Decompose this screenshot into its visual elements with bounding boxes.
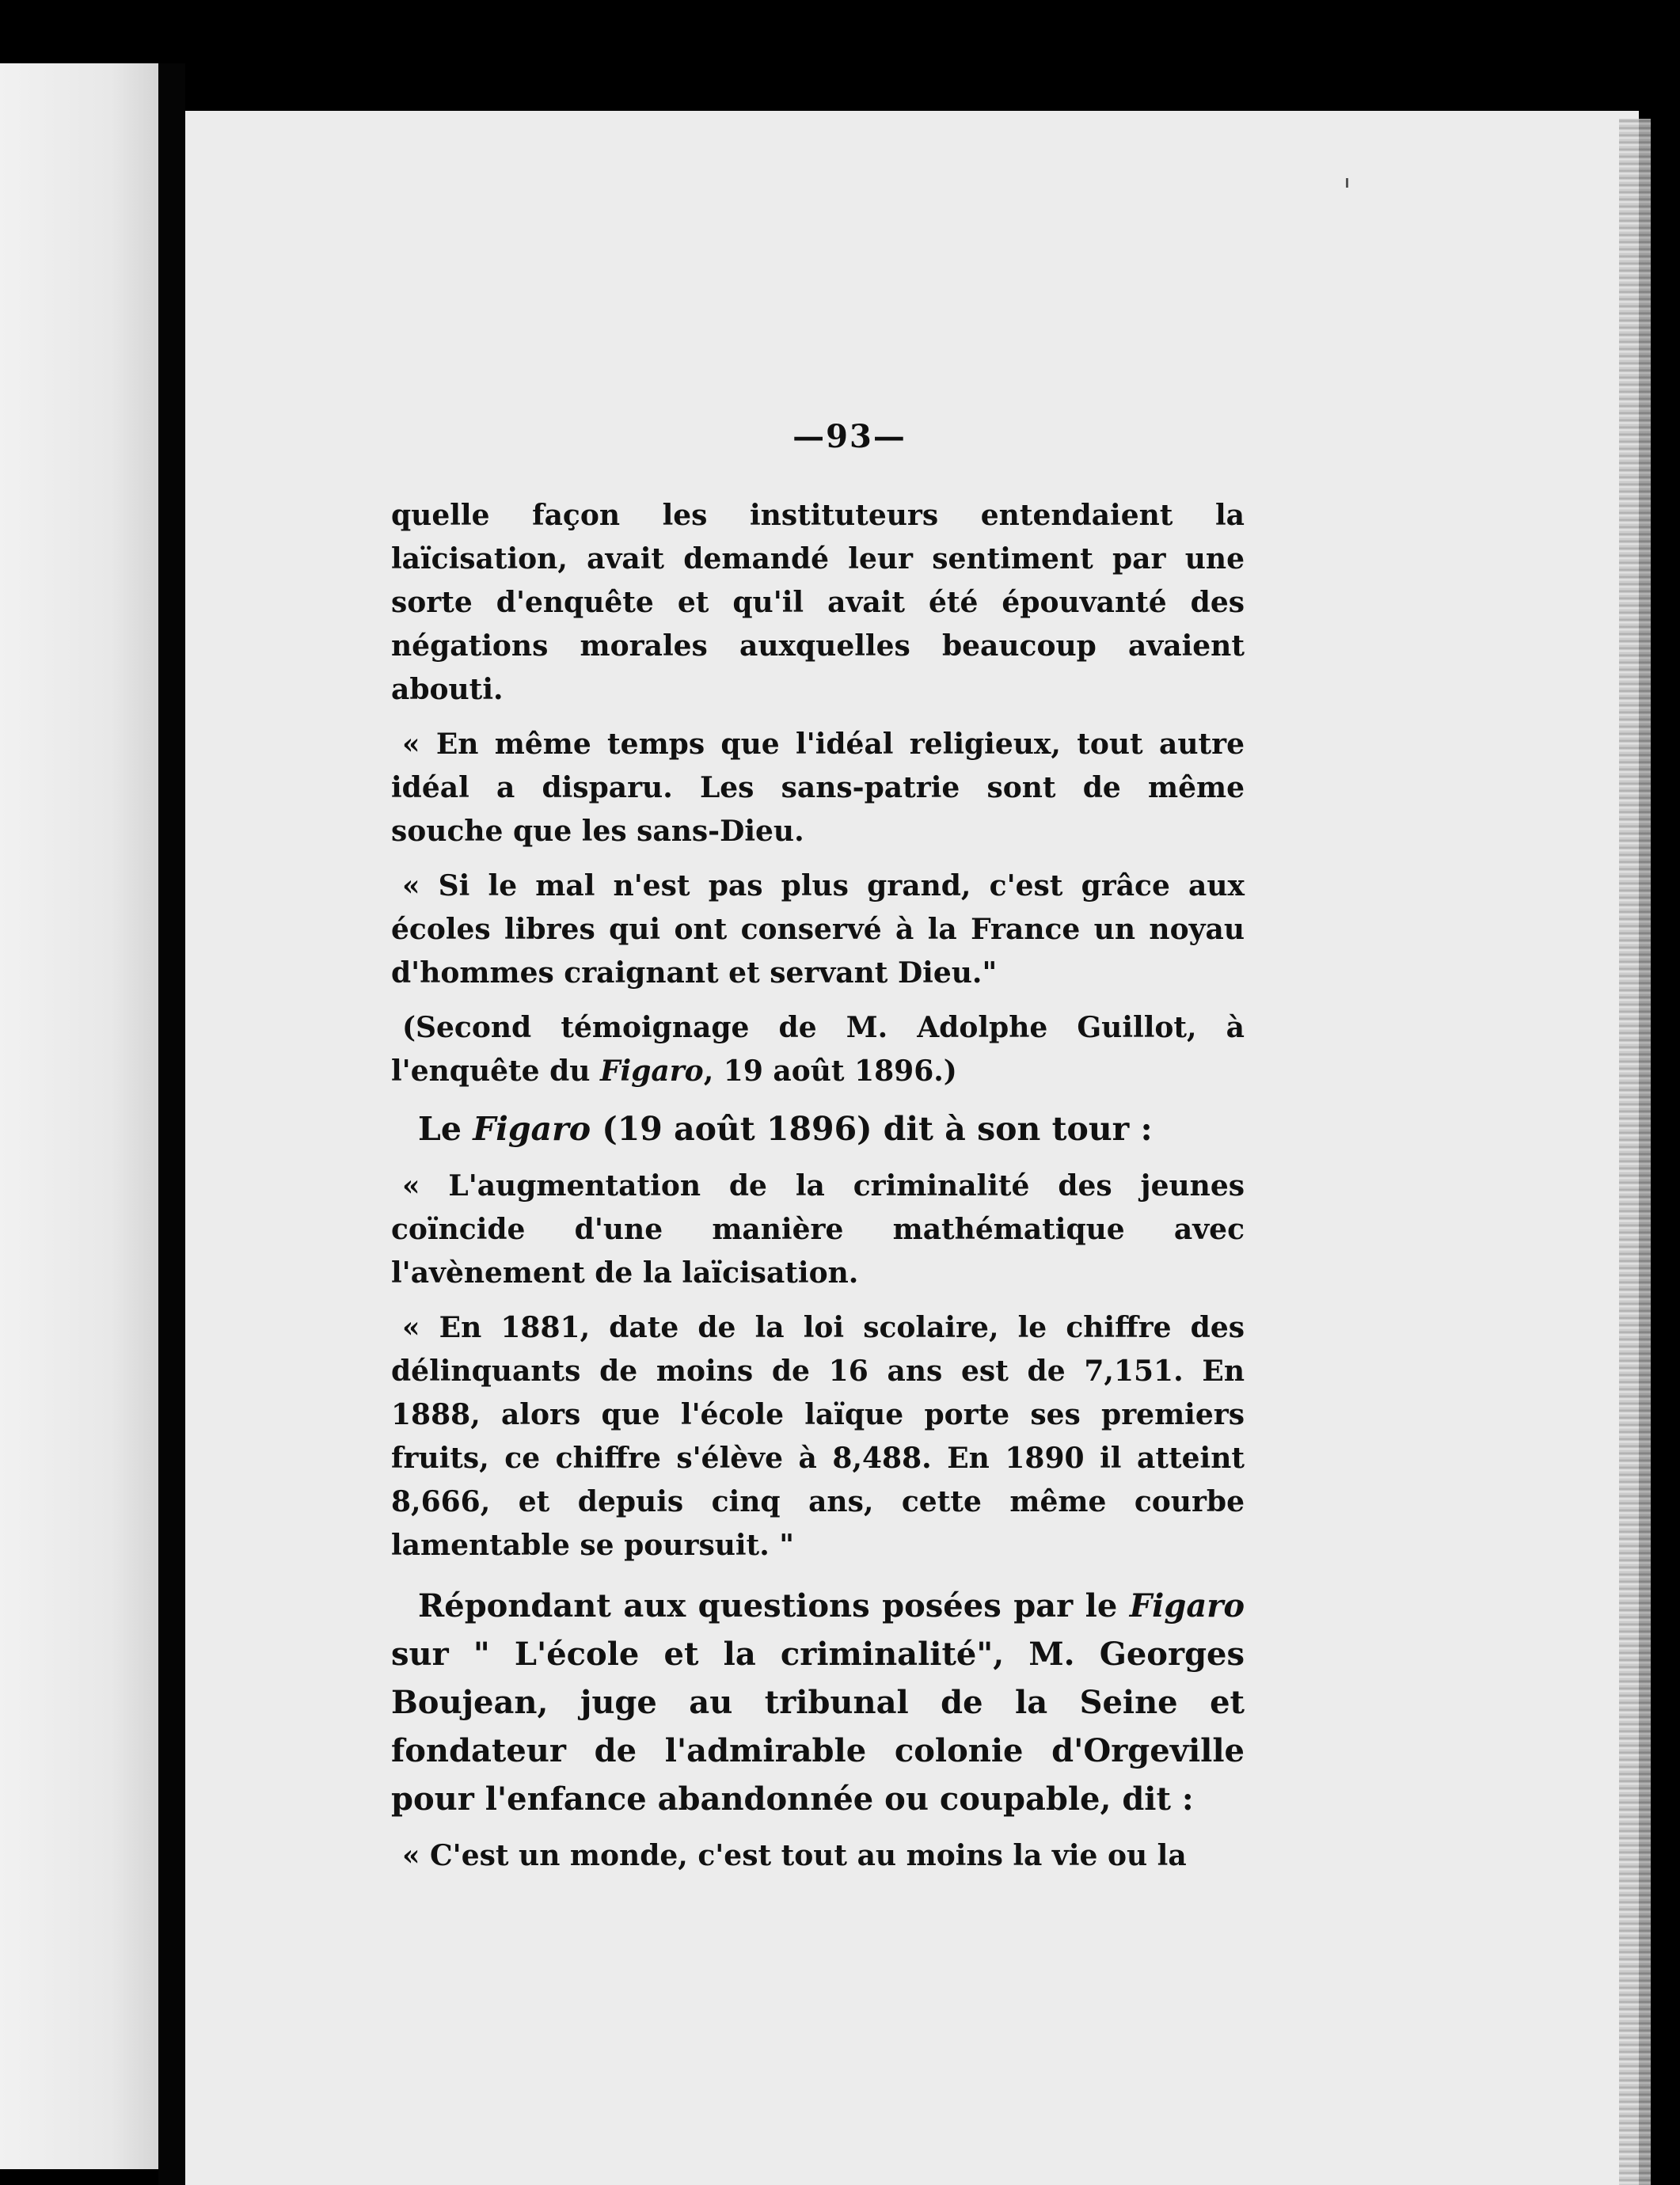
- paragraph-7: « En 1881, date de la loi scolaire, le chiffre des délinquants de moins de 16 ans est de 7,151. En 1888, alors que l'école laïque porte ses premiers fruits, ce chiffre s'élève à 8,488. En 1890 il atteint 8,666, et depuis cinq ans, cette même courbe lamentable se poursuit. ": [391, 1311, 1245, 1562]
- paragraph-6: « L'augmentation de la criminalité des jeunes coïncide d'une manière mathématique avec l'avènement de la laïcisation.: [391, 1169, 1245, 1290]
- page-number: —93—: [792, 418, 907, 455]
- previous-page-edge: [0, 63, 158, 2169]
- scan-speck: [1346, 178, 1348, 188]
- paragraph-4-citation: (Second témoignage de M. Adolphe Guillot, à l'enquête du Figaro, 19 août 1896.): [391, 1011, 1245, 1088]
- paragraph-9: « C'est un monde, c'est tout au moins la vie ou la: [402, 1839, 1187, 1872]
- page-body: [391, 494, 1245, 1889]
- paragraph-3: « Si le mal n'est pas plus grand, c'est grâce aux écoles libres qui ont conservé à la France un noyau d'hommes craignant et servant Dieu.": [391, 869, 1245, 990]
- paragraph-2: « En même temps que l'idéal religieux, tout autre idéal a disparu. Les sans-patrie sont de même souche que les sans-Dieu.: [391, 728, 1245, 848]
- book-gutter: [158, 63, 185, 2185]
- paragraph-5-figaro-intro: Le Figaro (19 août 1896) dit à son tour :: [418, 1110, 1153, 1148]
- paragraph-8: Répondant aux questions posées par le Figaro sur " L'école et la criminalité", M. Georges Boujean, juge au tribunal de la Seine et fondateur de l'admirable colonie d'Orgeville pour l'enfance abandonnée ou coupable, dit :: [391, 1587, 1245, 1818]
- paragraph-1: quelle façon les instituteurs entendaient la laïcisation, avait demandé leur sentiment par une sorte d'enquête et qu'il avait été épouvanté des négations morales auxquelles beaucoup avaient abouti.: [391, 499, 1245, 706]
